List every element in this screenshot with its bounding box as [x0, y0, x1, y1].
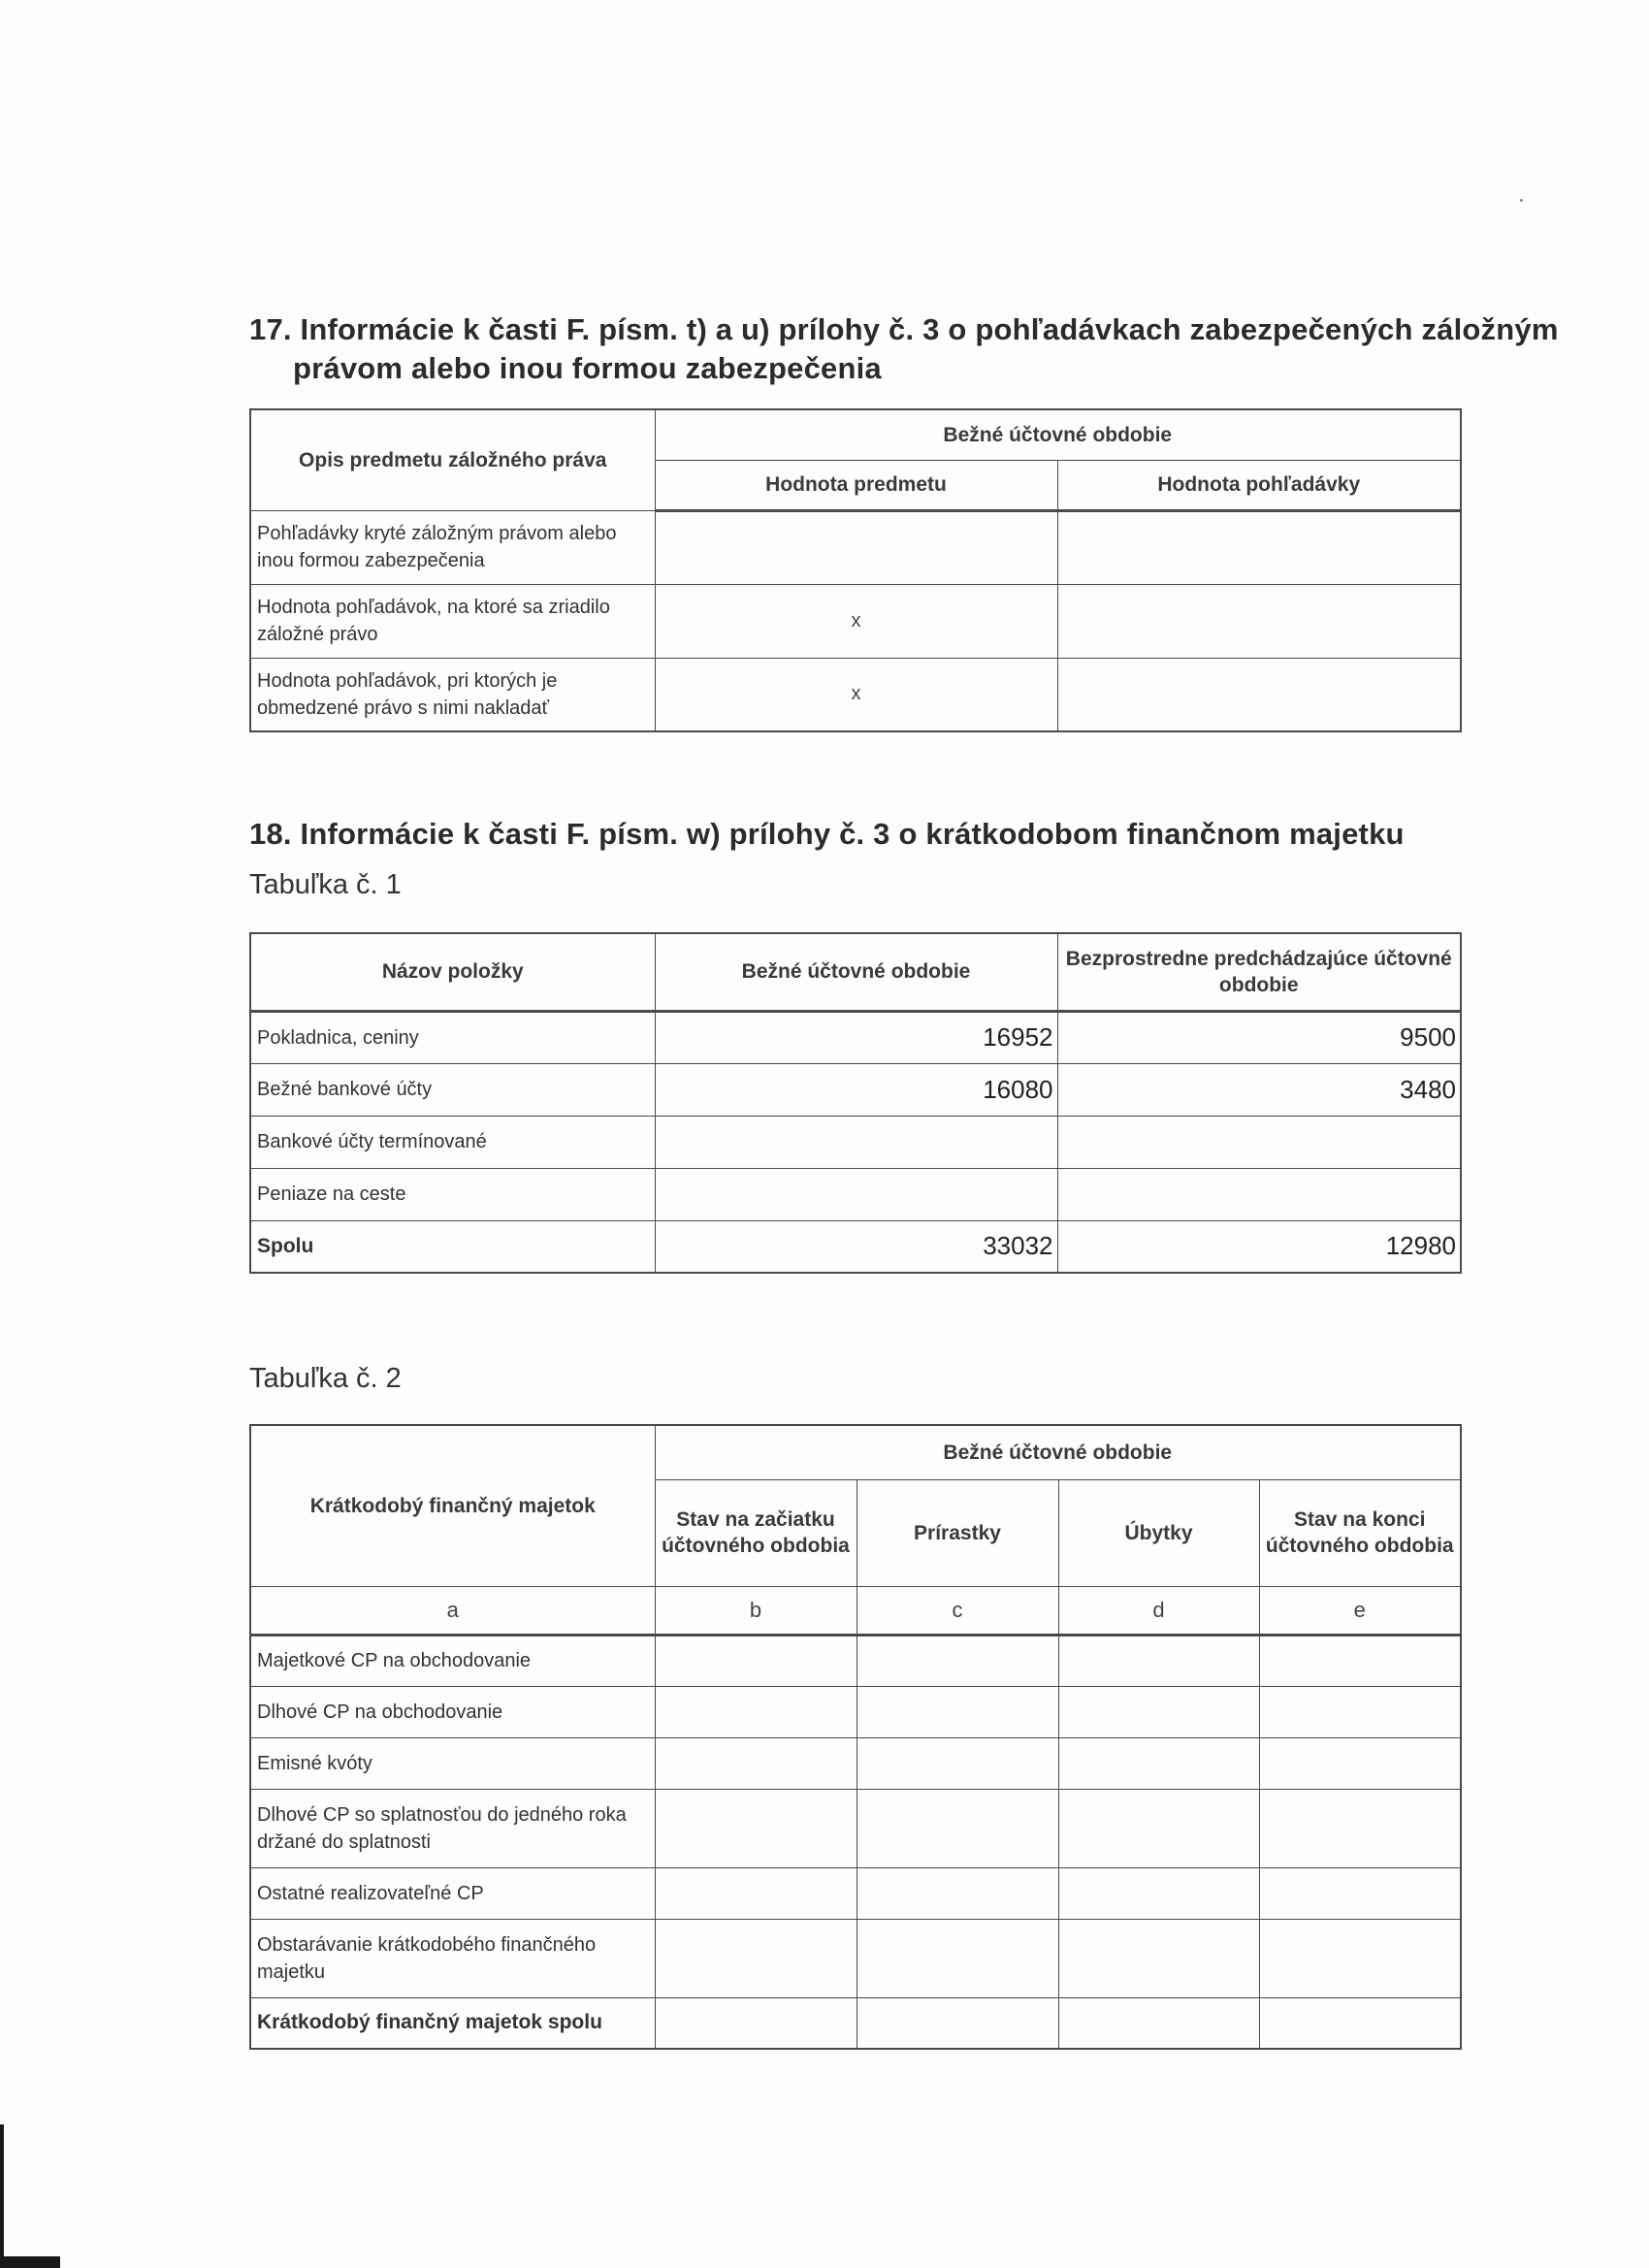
decrease-cell[interactable] [1058, 1635, 1259, 1686]
table-row [250, 1116, 1461, 1168]
col-header-end-balance: Stav na konci účtovného obdobia [1259, 1479, 1461, 1586]
scan-edge-mark [0, 2124, 4, 2268]
decrease-cell[interactable] [1058, 1789, 1259, 1867]
current-value-cell[interactable]: 16080 [655, 1063, 1057, 1116]
row-label: Peniaze na ceste [250, 1168, 655, 1220]
increase-cell[interactable] [857, 1635, 1058, 1686]
table-row [250, 1063, 1461, 1116]
table-row [250, 658, 1461, 731]
row-label: Pokladnica, ceniny [250, 1011, 655, 1063]
column-letter: a [250, 1586, 655, 1635]
end-balance-cell[interactable] [1259, 1789, 1461, 1867]
current-value-cell[interactable] [655, 1116, 1057, 1168]
table-row [250, 1011, 1461, 1063]
row-label: Obstarávanie krátkodobého finančného majetku [250, 1919, 655, 1997]
column-letter: e [1259, 1586, 1461, 1635]
value-receivable-cell[interactable] [1057, 584, 1461, 658]
previous-value-cell[interactable] [1057, 1116, 1461, 1168]
table-row [250, 1919, 1461, 1997]
end-balance-cell[interactable] [1259, 1635, 1461, 1686]
row-label: Dlhové CP na obchodovanie [250, 1686, 655, 1737]
column-letters-row [250, 1586, 1461, 1635]
col-header-previous-period: Bezprostredne predchádzajúce účtovné obdobie [1057, 933, 1461, 1011]
decrease-cell[interactable] [1058, 1686, 1259, 1737]
total-increase-cell[interactable] [857, 1997, 1058, 2049]
decrease-cell[interactable] [1058, 1737, 1259, 1789]
total-label: Krátkodobý finančný majetok spolu [250, 1997, 655, 2049]
short-term-assets-table-1 [249, 932, 1462, 1274]
row-label: Emisné kvóty [250, 1737, 655, 1789]
row-label: Bežné bankové účty [250, 1063, 655, 1116]
total-row [250, 1997, 1461, 2049]
increase-cell[interactable] [857, 1686, 1058, 1737]
start-balance-cell[interactable] [655, 1635, 857, 1686]
end-balance-cell[interactable] [1259, 1919, 1461, 1997]
column-letter: d [1058, 1586, 1259, 1635]
value-subject-cell[interactable]: x [655, 658, 1057, 731]
previous-value-cell[interactable]: 3480 [1057, 1063, 1461, 1116]
current-value-cell[interactable] [655, 1168, 1057, 1220]
section-17-heading-line2: právom alebo inou formou zabezpečenia [293, 351, 882, 385]
decrease-cell[interactable] [1058, 1867, 1259, 1919]
col-header-current-period: Bežné účtovné obdobie [655, 933, 1057, 1011]
total-row [250, 1220, 1461, 1273]
previous-value-cell[interactable]: 9500 [1057, 1011, 1461, 1063]
row-label: Hodnota pohľadávok, na ktoré sa zriadilo záložné právo [250, 584, 655, 658]
increase-cell[interactable] [857, 1737, 1058, 1789]
total-previous-cell[interactable]: 12980 [1057, 1220, 1461, 1273]
scan-speck [1520, 199, 1523, 202]
start-balance-cell[interactable] [655, 1737, 857, 1789]
group-header-current-period: Bežné účtovné obdobie [655, 409, 1461, 460]
collateral-table [249, 408, 1462, 732]
total-end-balance-cell[interactable] [1259, 1997, 1461, 2049]
table-row [250, 1737, 1461, 1789]
end-balance-cell[interactable] [1259, 1686, 1461, 1737]
row-label: Dlhové CP so splatnosťou do jedného roka držané do splatnosti [250, 1789, 655, 1867]
group-header-current-period: Bežné účtovné obdobie [655, 1425, 1461, 1479]
decrease-cell[interactable] [1058, 1919, 1259, 1997]
end-balance-cell[interactable] [1259, 1737, 1461, 1789]
section-17-heading-line1: 17. Informácie k časti F. písm. t) a u) prílohy č. 3 o pohľadávkach zabezpečených záložným [249, 312, 1559, 346]
table-row [250, 510, 1461, 584]
end-balance-cell[interactable] [1259, 1867, 1461, 1919]
start-balance-cell[interactable] [655, 1919, 857, 1997]
start-balance-cell[interactable] [655, 1686, 857, 1737]
start-balance-cell[interactable] [655, 1867, 857, 1919]
column-letter: c [857, 1586, 1058, 1635]
start-balance-cell[interactable] [655, 1789, 857, 1867]
col-header-value-subject: Hodnota predmetu [655, 460, 1057, 510]
short-term-assets-table-2 [249, 1424, 1462, 2050]
table-row [250, 1635, 1461, 1686]
table2-caption: Tabuľka č. 2 [249, 1363, 402, 1394]
column-letter: b [655, 1586, 857, 1635]
total-current-cell[interactable]: 33032 [655, 1220, 1057, 1273]
row-label: Majetkové CP na obchodovanie [250, 1635, 655, 1686]
col-header-increase: Prírastky [857, 1479, 1058, 1586]
row-label: Pohľadávky kryté záložným právom alebo inou formou zabezpečenia [250, 510, 655, 584]
table-row [250, 584, 1461, 658]
section-18-heading: 18. Informácie k časti F. písm. w) prílohy č. 3 o krátkodobom finančnom majetku [249, 817, 1405, 851]
table-row [250, 1789, 1461, 1867]
col-header-item: Krátkodobý finančný majetok [250, 1425, 655, 1586]
col-header-value-receivable: Hodnota pohľadávky [1057, 460, 1461, 510]
row-label: Bankové účty termínované [250, 1116, 655, 1168]
total-start-balance-cell[interactable] [655, 1997, 857, 2049]
table-row [250, 1168, 1461, 1220]
total-decrease-cell[interactable] [1058, 1997, 1259, 2049]
row-label: Ostatné realizovateľné CP [250, 1867, 655, 1919]
value-receivable-cell[interactable] [1057, 658, 1461, 731]
scan-corner-mark [0, 2256, 60, 2268]
previous-value-cell[interactable] [1057, 1168, 1461, 1220]
row-label: Hodnota pohľadávok, pri ktorých je obmedzené právo s nimi nakladať [250, 658, 655, 731]
total-label: Spolu [250, 1220, 655, 1273]
table-row [250, 1686, 1461, 1737]
value-receivable-cell[interactable] [1057, 510, 1461, 584]
table1-caption: Tabuľka č. 1 [249, 869, 402, 900]
col-header-item: Názov položky [250, 933, 655, 1011]
increase-cell[interactable] [857, 1867, 1058, 1919]
col-header-start-balance: Stav na začiatku účtovného obdobia [655, 1479, 857, 1586]
col-header-subject: Opis predmetu záložného práva [250, 409, 655, 510]
col-header-decrease: Úbytky [1058, 1479, 1259, 1586]
value-subject-cell[interactable] [655, 510, 1057, 584]
increase-cell[interactable] [857, 1919, 1058, 1997]
increase-cell[interactable] [857, 1789, 1058, 1867]
table-row [250, 1867, 1461, 1919]
section-17-heading [249, 310, 1559, 388]
value-subject-cell[interactable]: x [655, 584, 1057, 658]
current-value-cell[interactable]: 16952 [655, 1011, 1057, 1063]
